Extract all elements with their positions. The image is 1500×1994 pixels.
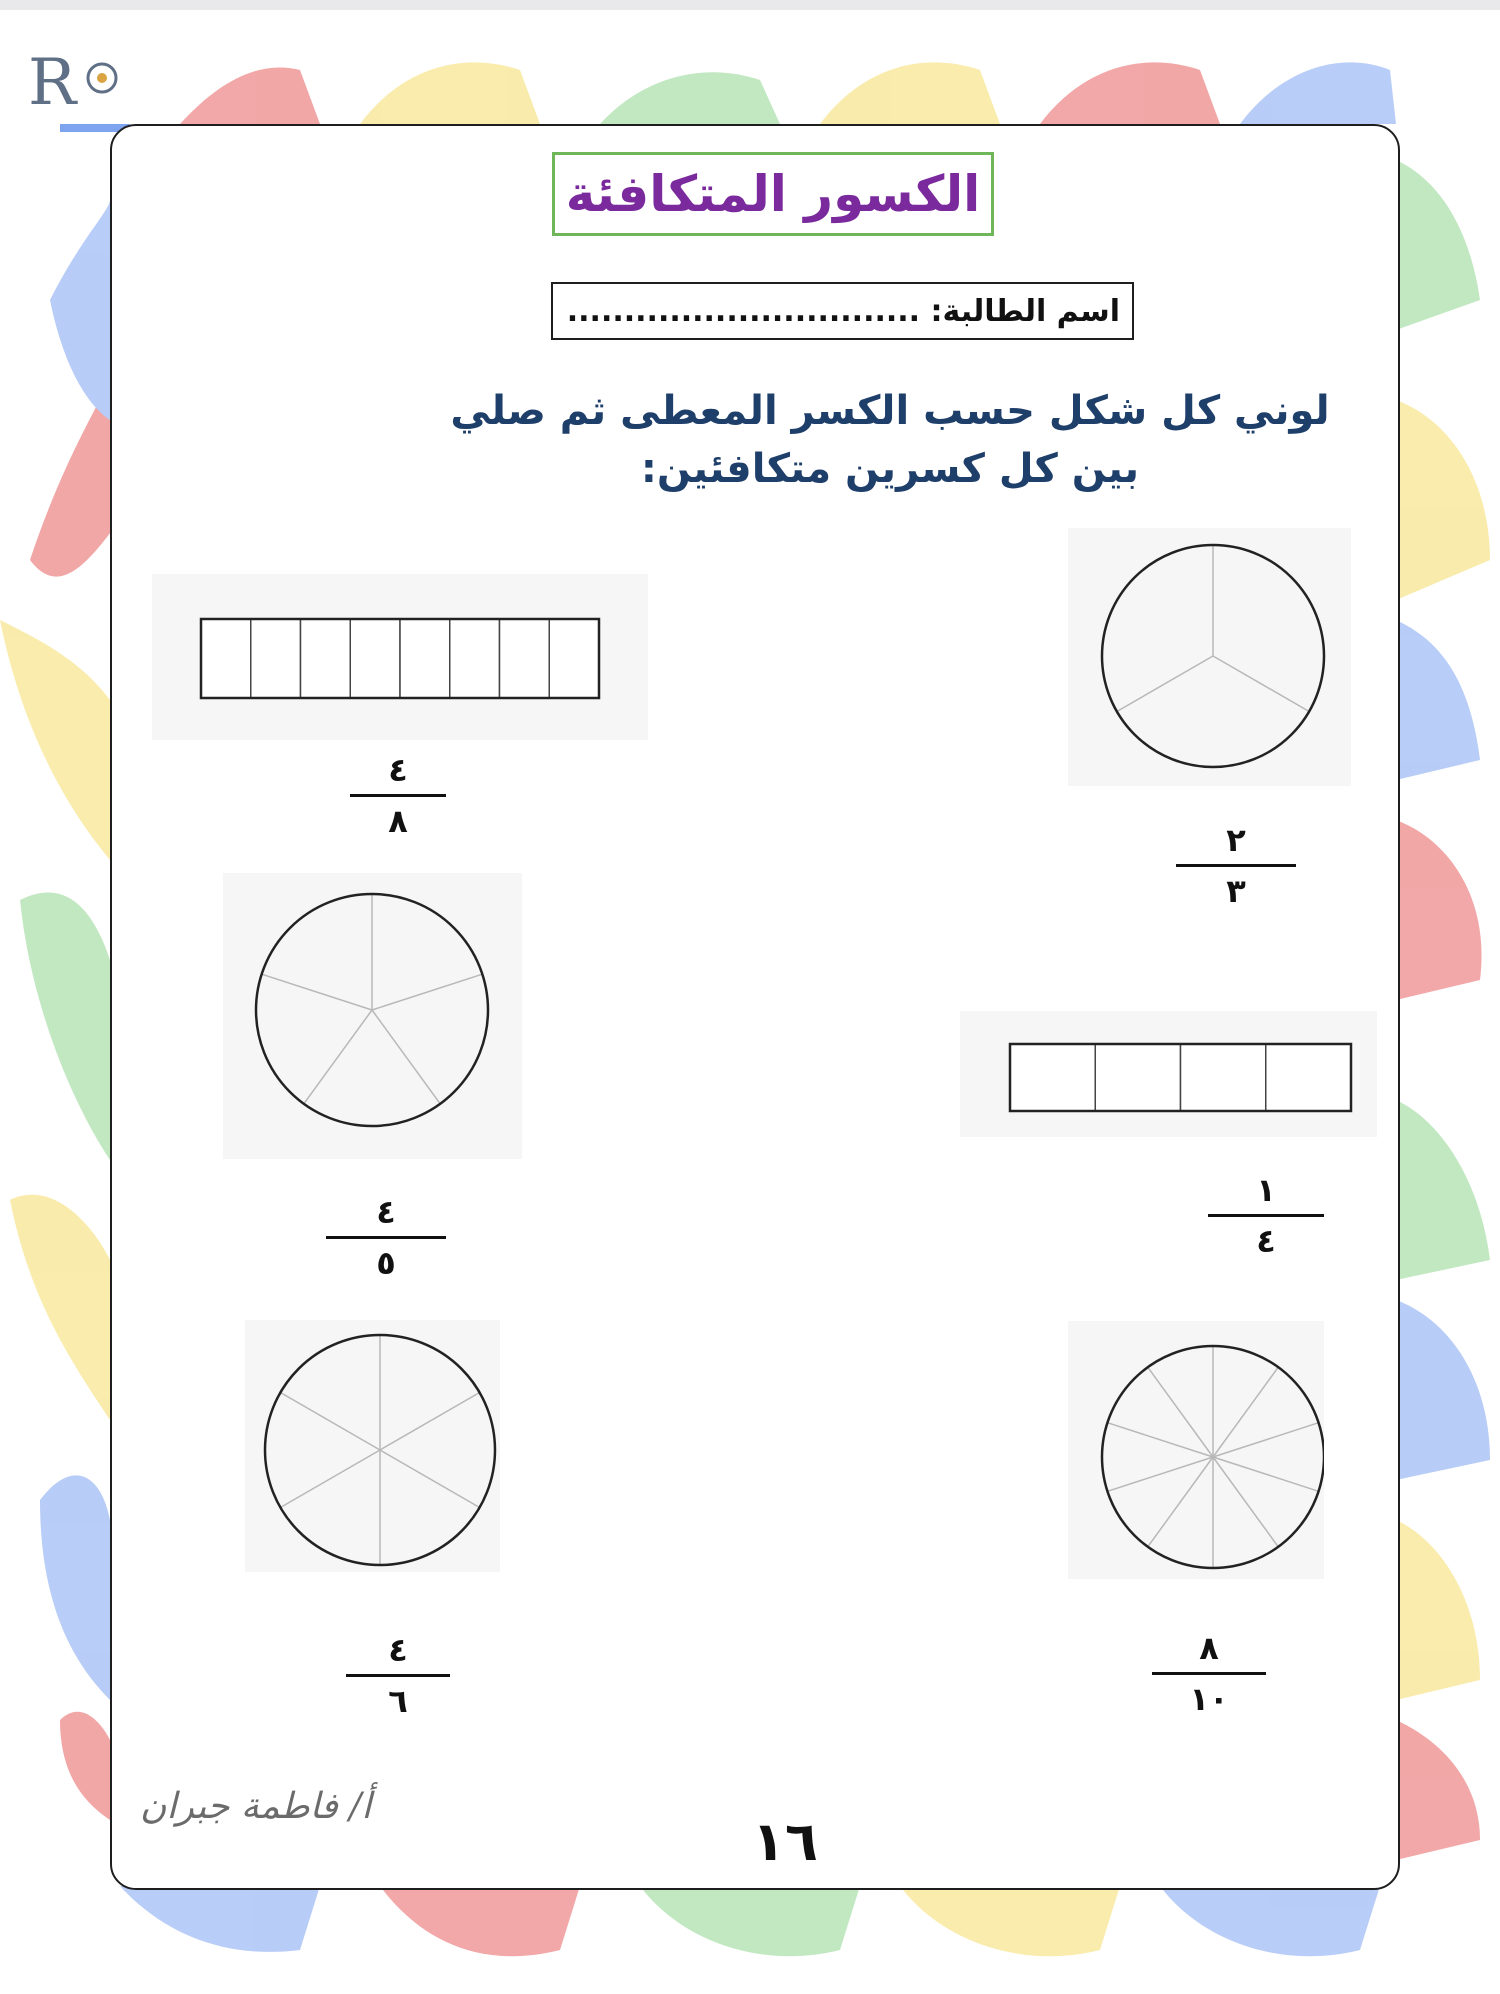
fraction-two-thirds <box>1176 822 1296 909</box>
school-logo <box>20 34 140 139</box>
circle-divider-line <box>1107 1457 1213 1491</box>
circle-divider-line <box>1107 1423 1213 1457</box>
circle-divider-line <box>1213 1457 1319 1491</box>
fraction-eight-tenths <box>1152 1630 1266 1717</box>
circle-fifths-panel <box>223 873 522 1159</box>
bar-fourths-shape[interactable] <box>960 1011 1377 1137</box>
fraction-bar <box>1208 1214 1324 1217</box>
circle-divider-line <box>372 1010 440 1104</box>
fraction-bar <box>326 1236 446 1239</box>
circle-divider-line <box>380 1450 480 1508</box>
bar-cell[interactable] <box>400 619 450 698</box>
page-number: ١٦ <box>752 1810 818 1873</box>
circle-divider-line <box>280 1393 380 1451</box>
circle-tenths-panel <box>1068 1321 1324 1579</box>
circle-divider-line <box>1213 1367 1278 1457</box>
circle-divider-line <box>1148 1367 1213 1457</box>
circle-divider-line <box>280 1450 380 1508</box>
circle-divider-line <box>1148 1457 1213 1547</box>
bar-cell[interactable] <box>549 619 599 698</box>
circle-sixths-shape[interactable] <box>245 1320 500 1572</box>
worksheet-title: الكسور المتكافئة <box>552 152 994 236</box>
fraction-four-sixths <box>346 1632 450 1719</box>
bar-eighths-shape[interactable] <box>152 574 648 740</box>
bar-fourths-panel <box>960 1011 1377 1137</box>
bar-cell[interactable] <box>1095 1044 1180 1111</box>
circle-thirds-panel <box>1068 528 1351 786</box>
numerator: ٤ <box>376 1193 396 1231</box>
bar-cell[interactable] <box>301 619 351 698</box>
fraction-one-fourth <box>1208 1172 1324 1259</box>
numerator: ٤ <box>388 1631 408 1669</box>
denominator: ٦ <box>388 1682 408 1720</box>
denominator: ٤ <box>1256 1222 1276 1260</box>
circle-divider-line <box>304 1010 372 1104</box>
bar-eighths-panel <box>152 574 648 740</box>
numerator: ١ <box>1256 1171 1276 1209</box>
fraction-four-eighths <box>350 752 446 839</box>
fraction-four-fifths <box>326 1194 446 1281</box>
fraction-bar <box>350 794 446 797</box>
bar-cell[interactable] <box>1010 1044 1095 1111</box>
circle-divider-line <box>380 1393 480 1451</box>
instruction-text: لوني كل شكل حسب الكسر المعطى ثم صلي بين كل كسرين متكافئين: <box>450 388 1330 492</box>
bar-cell[interactable] <box>350 619 400 698</box>
circle-divider-line <box>1117 656 1213 712</box>
fraction-bar <box>346 1674 450 1677</box>
circle-tenths-shape[interactable] <box>1068 1321 1324 1579</box>
circle-sixths-panel <box>245 1320 500 1572</box>
bar-cell[interactable] <box>500 619 550 698</box>
fraction-bar <box>1152 1672 1266 1675</box>
circle-divider-line <box>372 974 482 1010</box>
circle-divider-line <box>1213 1423 1319 1457</box>
fraction-bar <box>1176 864 1296 867</box>
bar-cell[interactable] <box>450 619 500 698</box>
bar-cell[interactable] <box>201 619 251 698</box>
circle-thirds-shape[interactable] <box>1068 528 1351 786</box>
circle-divider-line <box>262 974 372 1010</box>
denominator: ٣ <box>1226 872 1246 910</box>
numerator: ٨ <box>1199 1629 1219 1667</box>
bar-cell[interactable] <box>1181 1044 1266 1111</box>
denominator: ٨ <box>388 802 408 840</box>
denominator: ١٠ <box>1189 1680 1229 1718</box>
teacher-signature: أ/ فاطمة جبران <box>140 1786 372 1827</box>
numerator: ٤ <box>388 751 408 789</box>
student-name-field[interactable]: اسم الطالبة: ............................... <box>551 282 1134 340</box>
circle-divider-line <box>1213 1457 1278 1547</box>
bar-cell[interactable] <box>1266 1044 1351 1111</box>
denominator: ٥ <box>376 1244 396 1282</box>
circle-divider-line <box>1213 656 1309 712</box>
svg-text:R: R <box>28 46 77 120</box>
numerator: ٢ <box>1226 821 1246 859</box>
circle-fifths-shape[interactable] <box>223 873 522 1159</box>
bar-cell[interactable] <box>251 619 301 698</box>
